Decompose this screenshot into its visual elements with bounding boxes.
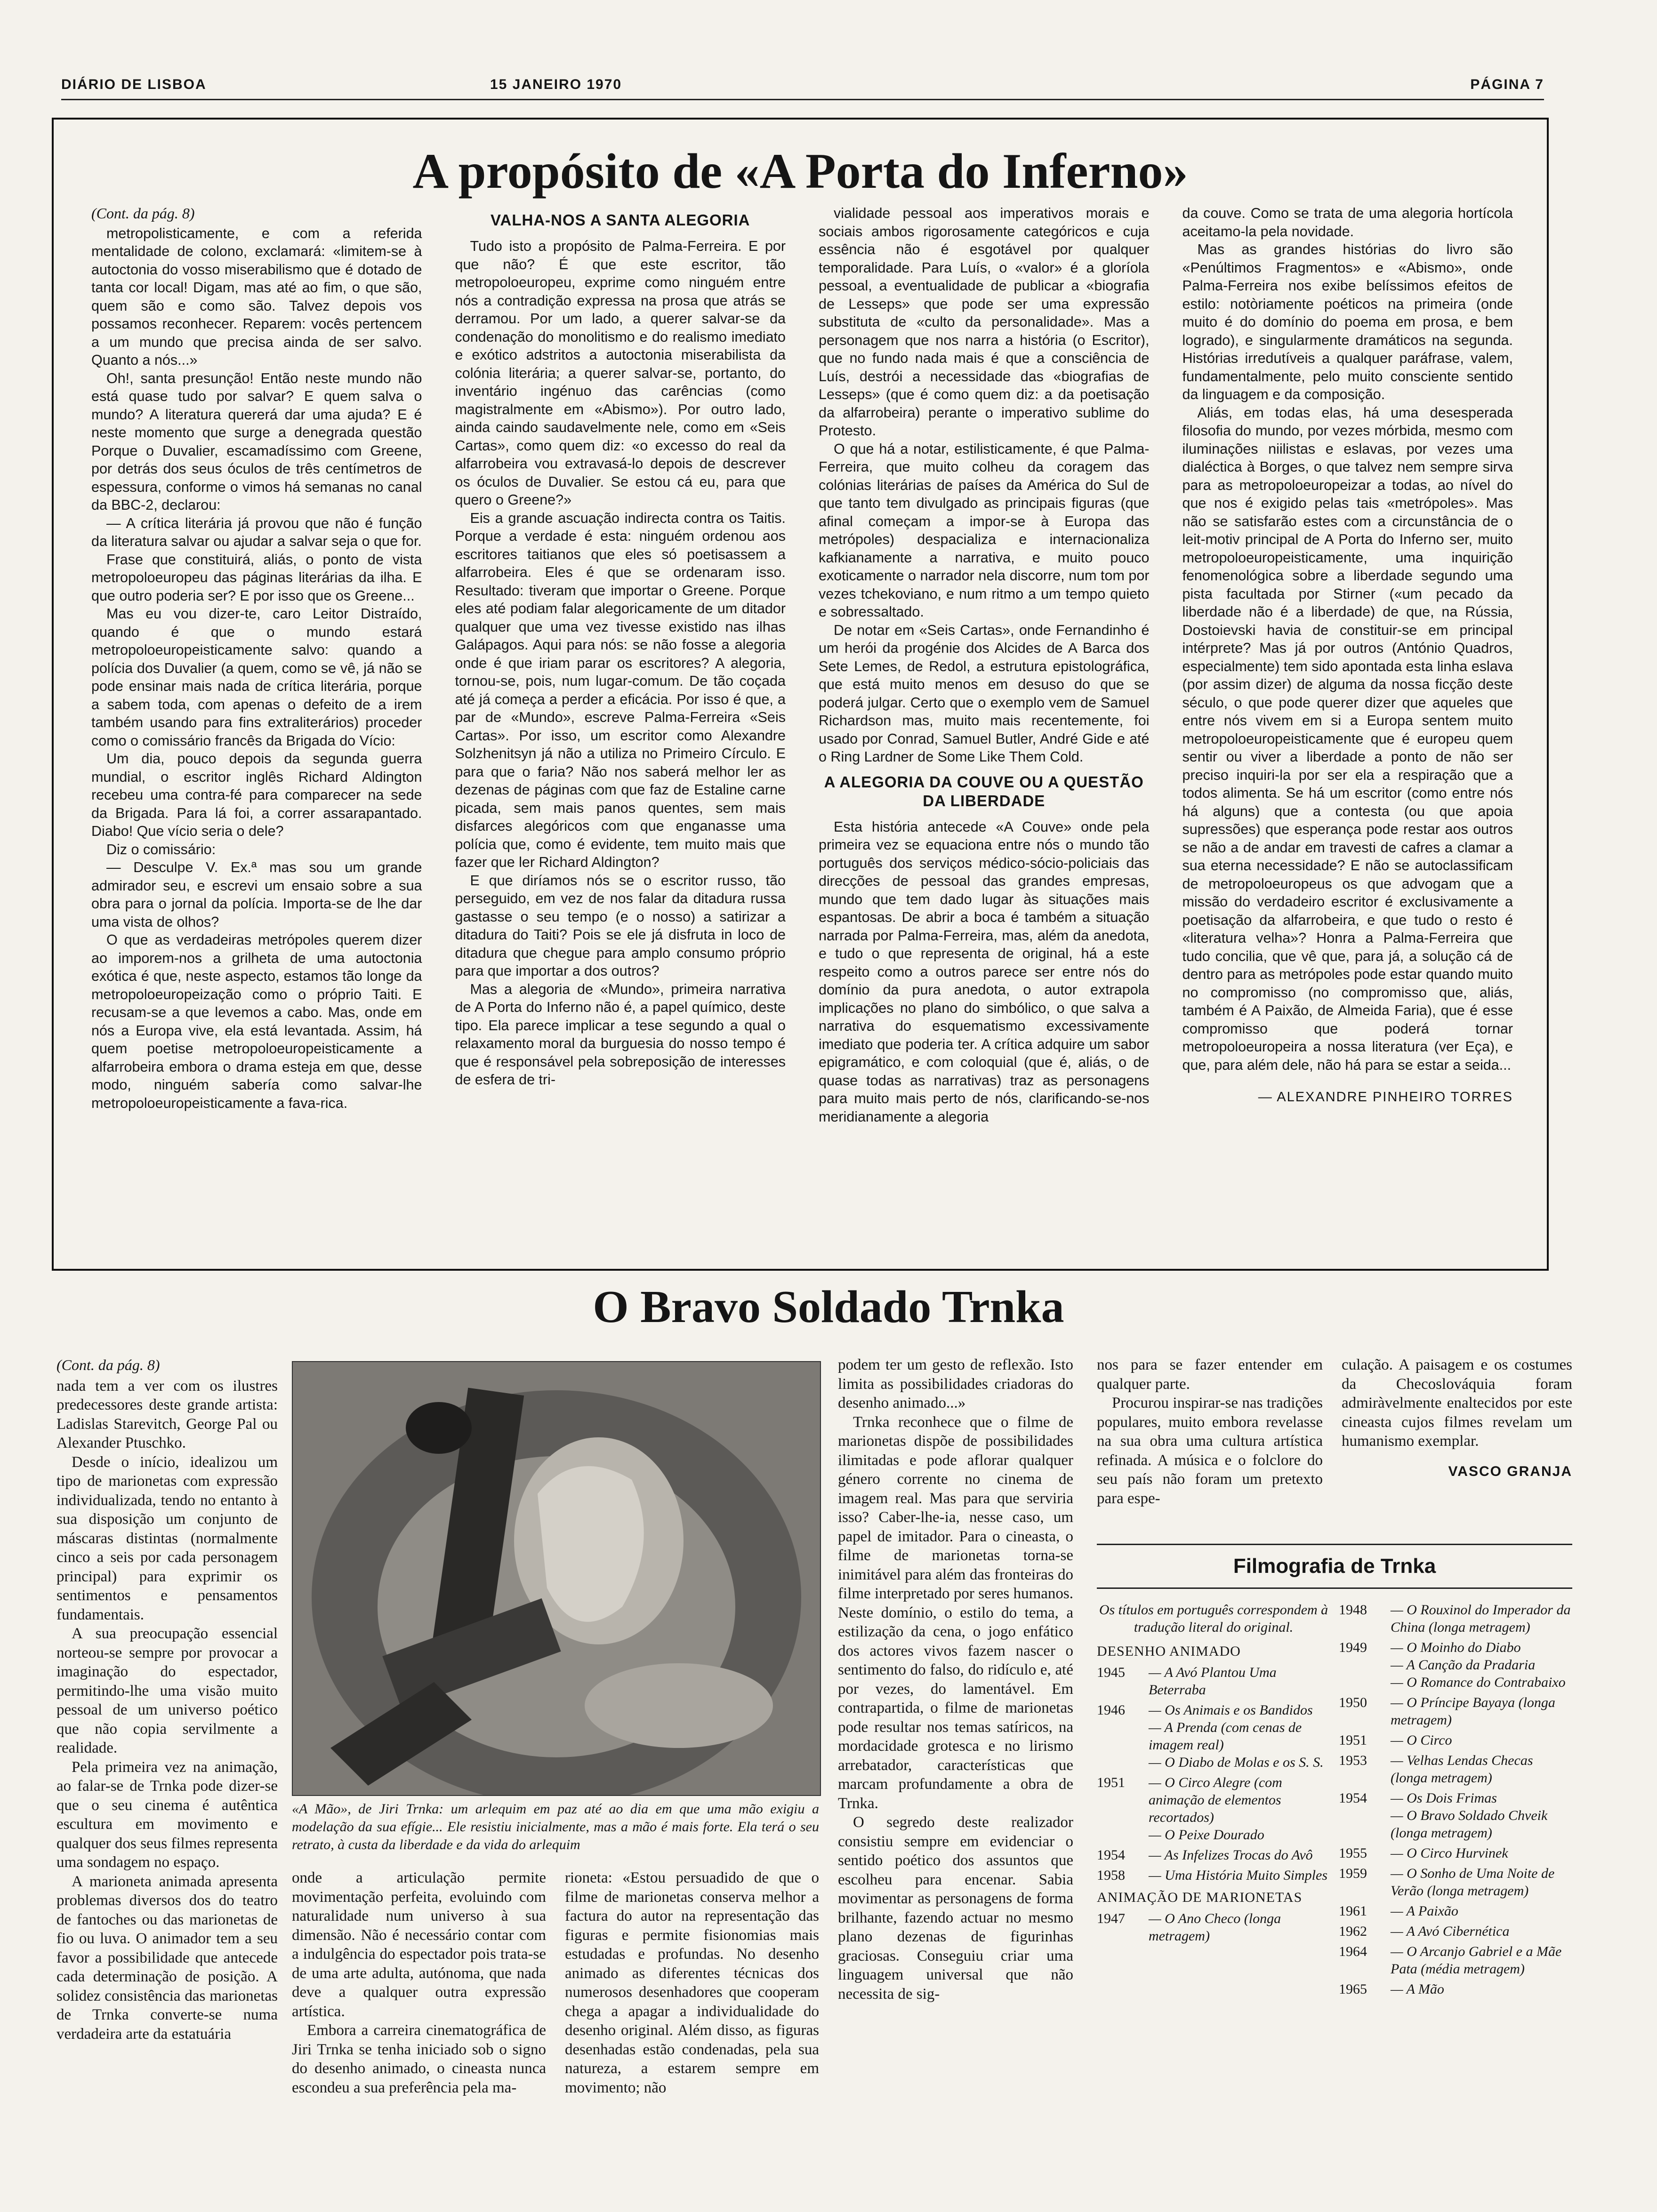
film-titles xyxy=(1149,1846,1330,1864)
paragraphs xyxy=(56,1377,278,2044)
film-year: 1959 xyxy=(1339,1866,1367,1881)
film-entry xyxy=(1339,1601,1572,1636)
film-year: 1954 xyxy=(1097,1847,1125,1863)
author-signature: VASCO GRANJA xyxy=(1448,1463,1572,1479)
film-titles xyxy=(1391,1943,1572,1978)
article-column-4 xyxy=(1182,204,1513,1254)
film-title: — O Moinho do Diabo xyxy=(1391,1640,1521,1655)
article-column-2 xyxy=(292,1868,546,2193)
film-titles xyxy=(1149,1910,1330,1945)
film-year: 1945 xyxy=(1097,1665,1125,1680)
film-titles xyxy=(1149,1774,1330,1843)
film-entry xyxy=(1339,1731,1572,1749)
paragraph: onde a articulação permite movimentação perfeita, evoluindo com naturalidade num universo à sua dimensão. Não é necessário contar com a indulgência do espectador pois trata-se de uma arte adulta, autónoma, que nada deve a qualquer outra expressão artística. xyxy=(292,1869,546,2020)
paragraph: O que as verdadeiras metrópoles querem dizer ao imporem-nos a grilheta de uma autoctonia exótica é que, neste aspecto, estamos tão longe da metropoloeuropeização como o próprio Taiti. E recusam-se a que levemos a cabo. Mas, onde em nós a Europa vive, ela está levantada. Assim, há quem poetise metropoloeuropeisticamente a alfarrobeira embora o drama esteja em que, desse modo, ninguém sabería como salvar-lhe metropoloeuropeisticamente a fava-rica. xyxy=(91,932,422,1111)
film-titles xyxy=(1391,1902,1572,1920)
film-year: 1947 xyxy=(1097,1911,1125,1926)
issue-date: 15 JANEIRO 1970 xyxy=(490,77,622,92)
film-entry xyxy=(1339,1865,1572,1899)
film-entry xyxy=(1097,1664,1330,1699)
article-porta-do-inferno xyxy=(52,118,1549,1271)
film-entry xyxy=(1339,1980,1572,1998)
paragraph: O segredo deste realizador consistiu sempre em evidenciar o sentido poético dos assuntos que escolheu para encenar. Sabia movimentar as personagens de forma brilhante, fazendo actuar no mesmo plano dezenas de figurinhas graciosas. Conseguiu criar uma linguagem universal que não necessita de sig- xyxy=(838,1814,1073,2003)
article-column-5 xyxy=(1097,1355,1323,1534)
photo-illustration xyxy=(293,1362,820,1795)
paragraph: Mas a alegoria de «Mundo», primeira narrativa de A Porta do Inferno não é, a papel químico, deste tipo. Ela parece implicar a tese segundo a qual o relaxamento moral da burguesia do nosso tempo é que é responsável pela sobreposição de interesses de esfera de tri- xyxy=(455,981,786,1088)
paragraph: culação. A paisagem e os costumes da Checoslováquia foram admiràvelmente enaltecidos por este cineasta cujos filmes revelam um humanismo exemplar. xyxy=(1342,1356,1572,1450)
paragraph: O que há a notar, estilisticamente, é que Palma-Ferreira, que muito colheu da coragem das colónias literárias de países da América do Sul de que tanto tem divulgado as principais figuras (que afinal começam a impor-se à Europa das metrópoles) despacializa e internacionaliza kafkianamente a narrativa, e muito pouco exoticamente o narrador nela discorre, num tom por vezes tchekoviano, e num ritmo a um tempo quieto e sobressaltado. xyxy=(819,441,1150,620)
paragraph: Desde o início, idealizou um tipo de marionetas com expressão individualizada, tendo no entanto à sua disposição um conjunto de máscaras distintas (normalmente cinco a seis por cada personagem principal) para exprimir os sentimentos e pensamentos fundamentais. xyxy=(56,1453,278,1623)
paragraphs xyxy=(1182,204,1513,1074)
film-titles xyxy=(1391,1601,1572,1636)
film-entry xyxy=(1097,1701,1330,1771)
film-year: 1958 xyxy=(1097,1867,1125,1883)
article-column-2 xyxy=(455,204,786,1254)
paragraph: Diz o comissário: xyxy=(106,841,216,858)
film-title: — Os Animais e os Bandidos xyxy=(1149,1702,1313,1718)
film-title: — O Arcanjo Gabriel e a Mãe Pata (média metragem) xyxy=(1391,1944,1562,1977)
film-entry xyxy=(1339,1789,1572,1842)
paragraph: metropolisticamente, e com a referida mentalidade de colono, exclamará: «limitem-se à autoctonia do vosso miserabilismo que é dotado de tanta cor local! Digam, mas até ao fim, o que são, quem são e como são. Talvez depois vos possamos reconhecer. Reparem: vocês pertencem a um mundo que precisa ainda de ser salvo. Quanto a nós...» xyxy=(91,225,422,368)
film-title: — O Circo xyxy=(1391,1732,1452,1748)
filmography-note: Os títulos em português correspondem à tradução literal do original. xyxy=(1099,1602,1328,1635)
paragraph: nos para se fazer entender em qualquer parte. xyxy=(1097,1356,1323,1393)
paragraph: Mas eu vou dizer-te, caro Leitor Distraído, quando é que o mundo estará metropoloeuropeisticamente salvo: quando a polícia dos Duvalier (a quem, como se vê, já não se pode ensinar mais nada de crítica literária, porque a sabem toda, com apenas o defeito de a irem também usando para fins extraliterários) proceder como o comissário francês da Brigada do Vício: xyxy=(91,606,422,749)
paragraph: A marioneta animada apresenta problemas diversos dos do teatro de fantoches ou das marionetas de fio ou luva. O animador tem a seu favor a possibilidade que antecede cada determinação de posição. A solidez consistência das marionetas de Trnka converte-se numa verdadeira arte da estatuária xyxy=(56,1873,278,2043)
article-column-1 xyxy=(91,204,422,1254)
article-title: A propósito de «A Porta do Inferno» xyxy=(412,144,1188,199)
paragraph: Aliás, em todas elas, há uma desesperada filosofia do mundo, por vezes mórbida, mesmo com iluminações niilistas e eslavas, por vezes uma dialéctica à Borges, o que talvez nem sempre sirva para as metropoloeuropeizar a todas, ao nível do que nos é exigido pelas tais «metrópoles». Mas não se satisfarão estes com a circunstância de o leit-motiv principal de A Porta do Inferno ser, muito metropoloeuropeisticamente, uma inquirição fenomenológica sobre a liberdade segundo uma pista facultada por Stirner («um pecado da liberdade não é a liberdade) de que, na Rússia, Dostoievski havia de constituir-se em principal intérprete? Mas já por outros (António Quadros, especialmente) tem sido apontada esta linha eslava (por assim dizer) de alguma da nossa ficção deste século, o que pode querer dizer que aqueles que entre nós vivem em si a Europa sentem muito metropoloeuropeisticamente que é europeu quem sentir ou viver a liberdade a ponto de não ser preciso inquiri-la por ser ela a respiração que a todos alimenta. Se há um escritor (como entre nós há alguns) que a contesta (ou que apoia supressões) que esperança pode restar aos outros se não a de andar em travesti de cafres a clamar a sua eterna necessidade? E não se autoclassificam de metropoloeuropeus os que advogam que a missão do verdadeiro escritor é exclusivamente a poetisação da alfarrobeira, e que tudo o resto é «literatura velha»? Honra a Palma-Ferreira que tudo concilia, que vê que, para já, a solução cá de dentro para as metrópoles pode estar quando muito no compromisso (no compromisso que, aliás, também é A Paixão, de Almeida Faria), que é esse compromisso que poderá tornar metropoloeuropeira a nossa literatura (ver Eça), e que, para além dele, não há para se estar a seida... xyxy=(1182,404,1513,1073)
film-title: — A Avó Plantou Uma Beterraba xyxy=(1149,1665,1277,1698)
paragraph: — Desculpe V. Ex.ª mas sou um grande admirador seu, e escrevi um ensaio sobre a sua obra para o jornal da polícia. Importa-se de lhe dar uma vista de olhos? xyxy=(91,859,422,930)
film-titles xyxy=(1391,1789,1572,1842)
film-title: — O Circo Hurvinek xyxy=(1391,1845,1508,1861)
filmography-columns xyxy=(1097,1601,1572,2001)
paragraph: Eis a grande ascuação indirecta contra os Taitis. Porque a verdade é esta: ninguém ordenou aos escritores taitianos que eles só poetisassem a alfarrobeira. Eles é que se ordenaram isso. Resultado: tiveram que importar o Greene. Porque eles até podiam falar alegoricamente de um ditador qualquer que uma vez tivesse existido nas ilhas Galápagos. Aqui para nós: se não fosse a alegoria onde é que iriam parar os escritores? A alegoria, tornou-se, pois, num lugar-comum. De tão coçada até já começa a perder a eficácia. Por isso é que, a par de «Mundo», escreve Palma-Ferreira «Seis Cartas». Por isso, um escritor como Alexandre Solzhenitsyn já não a utiliza no Primeiro Círculo. E para que o faria? Não nos saberá melhor ler as dezenas de páginas com que faz de Estaline carne picada, sem mais panos quentes, sem mais disfarces alegóricos com que enganasse uma polícia que, como é evidente, tem muito mais que fazer que ler Richard Aldington? xyxy=(455,510,786,870)
film-titles xyxy=(1391,1731,1572,1749)
category-puppets: ANIMAÇÃO DE MARIONETAS xyxy=(1097,1890,1303,1905)
film-year: 1951 xyxy=(1339,1732,1367,1748)
paragraph: Frase que constituirá, aliás, o ponto de vista metropoloeuropeu das páginas literárias da ilha. E que outro poderia ser? E por isso que os Greene... xyxy=(91,551,422,604)
film-year: 1948 xyxy=(1339,1602,1367,1618)
film-list xyxy=(1097,1664,1330,1884)
paragraphs xyxy=(565,1868,819,2097)
film-title: — O Circo Alegre (com animação de elementos recortados) xyxy=(1149,1775,1282,1825)
film-entry xyxy=(1097,1774,1330,1843)
film-year: 1955 xyxy=(1339,1845,1367,1861)
continuation-note: (Cont. da pág. 8) xyxy=(56,1356,160,1373)
film-entry xyxy=(1339,1943,1572,1978)
film-title: — A Mão xyxy=(1391,1981,1444,1997)
subheading: A ALEGORIA DA COUVE OU A QUESTÃO DA LIBERDADE xyxy=(824,773,1144,809)
film-year: 1964 xyxy=(1339,1944,1367,1959)
film-titles xyxy=(1391,1923,1572,1940)
page-number: PÁGINA 7 xyxy=(1470,77,1544,92)
article-column-1 xyxy=(56,1355,278,2193)
film-year: 1954 xyxy=(1339,1790,1367,1806)
film-entry xyxy=(1339,1694,1572,1729)
film-entry xyxy=(1339,1844,1572,1862)
paragraph: Trnka reconhece que o filme de marionetas dispõe de possibilidades ilimitadas e pode aflorar qualquer género corrente no cinema de imagem real. Mas para que serviria isso? Caber-lhe-ia, nesse caso, um papel de imitador. Para o cineasta, o filme de marionetas torna-se inimitável para além das fronteiras do filme interpretado por seres humanos. Neste domínio, o estilo do tema, a estilização da cena, o jogo enfático dos actores vivos fazem nascer o sentimento do falso, do ridículo e, até por vezes, do lamentável. Em contrapartida, o filme de marionetas pode resultar nos temas satíricos, na mordacidade grotesca e no lirismo arrebatador, características que marcam profundamente a obra de Trnka. xyxy=(838,1413,1073,1812)
film-title: — Velhas Lendas Checas (longa metragem) xyxy=(1391,1753,1533,1786)
article-columns xyxy=(91,204,1513,1254)
paragraphs xyxy=(1097,1355,1323,1508)
film-title: — A Avó Cibernética xyxy=(1391,1923,1510,1939)
paragraph: da couve. Como se trata de uma alegoria hortícola aceitamo-la pela novidade. xyxy=(1182,205,1513,240)
film-year: 1946 xyxy=(1097,1702,1125,1718)
film-title: — O Diabo de Molas e os S. S. xyxy=(1149,1755,1324,1770)
film-title: — A Canção da Pradaria xyxy=(1391,1657,1536,1673)
film-year: 1965 xyxy=(1339,1981,1367,1997)
category-cartoon: DESENHO ANIMADO xyxy=(1097,1643,1241,1659)
film-title: — O Bravo Soldado Chveik (longa metragem) xyxy=(1391,1808,1548,1841)
paragraph: A sua preocupação essencial norteou-se sempre por provocar a imaginação do espectador, permitindo-lhe uma visão muito pessoal de um universo poético que não copia servilmente a realidade. xyxy=(56,1625,278,1756)
paragraph: — A crítica literária já provou que não é função da literatura salvar ou ajudar a salvar seja o que for. xyxy=(91,515,422,549)
filmography-box xyxy=(1097,1544,1572,2193)
paragraph: rioneta: «Estou persuadido de que o filme de marionetas conserva melhor a factura do autor na representação das figuras e permite fisionomias mais estudadas e profundas. No desenho animado as diferentes técnicas dos numerosos desenhadores que cooperam chega a apagar a individualidade do desenho original. Além disso, as figuras desenhadas estão condenadas, pela sua natureza, a estarem sempre em movimento; não xyxy=(565,1869,819,2096)
newspaper-name: DIÁRIO DE LISBOA xyxy=(61,77,207,92)
film-entry xyxy=(1339,1752,1572,1787)
article-column-3 xyxy=(819,204,1150,1254)
paragraphs xyxy=(819,818,1150,1126)
paragraphs xyxy=(91,224,422,1113)
film-entry xyxy=(1339,1923,1572,1940)
article-bravo-soldado-trnka xyxy=(56,1355,1572,2193)
paragraphs xyxy=(292,1868,546,2097)
film-titles xyxy=(1391,1639,1572,1691)
film-titles xyxy=(1391,1844,1572,1862)
film-title: — O Rouxinol do Imperador da China (longa metragem) xyxy=(1391,1602,1571,1635)
article-column-3 xyxy=(565,1868,819,2193)
paragraphs xyxy=(455,237,786,1089)
film-year: 1961 xyxy=(1339,1903,1367,1919)
paragraph: E que diríamos nós se o escritor russo, tão perseguido, em vez de nos falar da ditadura russa gastasse o seu tempo (e o nosso) a satirizar a ditadura do Taiti? Pois se ele já disfruta in loco de ditadura que chegue para amplo consumo próprio para que importar a dos outros? xyxy=(455,872,786,979)
film-entry xyxy=(1097,1910,1330,1945)
photo-a-mao xyxy=(292,1361,821,1796)
continuation-note: (Cont. da pág. 8) xyxy=(91,205,195,222)
film-title: — O Peixe Dourado xyxy=(1149,1827,1264,1843)
film-titles xyxy=(1391,1865,1572,1899)
film-titles xyxy=(1149,1664,1330,1699)
paragraph: De notar em «Seis Cartas», onde Fernandinho é um herói da progénie dos Alcides de A Barca dos Sete Lemes, de Redol, a estrutura epistolográfica, que está muito menos em desuso do que se poderá julgar. Certo que o exemplo vem de Samuel Richardson mas, muito mais recentemente, foi usado por Conrad, Samuel Butler, André Gide e até o Ring Lardner de Some Like Them Cold. xyxy=(819,622,1150,765)
paragraph: Procurou inspirar-se nas tradições populares, muito embora revelasse na sua obra uma cultura artística refinada. A música e o folclore do seu país não foram um pretexto para espe- xyxy=(1097,1395,1323,1507)
film-year: 1951 xyxy=(1097,1775,1125,1790)
paragraph: Um dia, pouco depois da segunda guerra mundial, o escritor inglês Richard Aldington recebeu uma contra-fé para comparecer na sede da Brigada. Para lá foi, a correr assarapantado. Diabo! Que vício seria o dele? xyxy=(91,751,422,839)
paragraph: vialidade pessoal aos imperativos morais e sociais ambos rigorosamente categóricos e cuja essência não é esgotável por qualquer temporalidade. Para Luís, o «valor» é a gloríola pessoal, a eventualidade de publicar a «biografia de Lesseps» que pode ser uma expressão substituta de «culto da personalidade». Mas a personagem que nos narra a história (o Escritor), que no fundo nada mais é que a consciência de Luís, destrói a necessidade das «biografias de Lesseps» (que é como quem diz: a da poetisação da alfarrobeira) perante o imperativo sublime do Protesto. xyxy=(819,205,1150,439)
article-column-6 xyxy=(1342,1355,1572,1534)
film-year: 1962 xyxy=(1339,1923,1367,1939)
film-title: — O Príncipe Bayaya (longa metragem) xyxy=(1391,1695,1555,1728)
film-title: — O Sonho de Uma Noite de Verão (longa metragem) xyxy=(1391,1866,1555,1899)
film-entry xyxy=(1097,1846,1330,1864)
film-titles xyxy=(1149,1867,1330,1884)
filmography-right-column xyxy=(1339,1601,1572,2001)
paragraph: nada tem a ver com os ilustres predecessores deste grande artista: Ladislas Starevitch, George Pal ou Alexander Ptuschko. xyxy=(56,1377,278,1451)
film-title: — A Prenda (com cenas de imagem real) xyxy=(1149,1720,1302,1753)
film-year: 1953 xyxy=(1339,1753,1367,1768)
filmography-title: Filmografia de Trnka xyxy=(1097,1544,1572,1589)
filmography-left-column xyxy=(1097,1601,1330,2001)
film-titles xyxy=(1149,1701,1330,1771)
paragraph: Pela primeira vez na animação, ao falar-se de Trnka pode dizer-se que o seu cinema é autêntica escultura em movimento e qualquer dos seus filmes representa uma sondagem no espaço. xyxy=(56,1758,278,1871)
paragraphs xyxy=(819,204,1150,766)
film-entry xyxy=(1339,1639,1572,1691)
film-title: — Os Dois Frimas xyxy=(1391,1790,1497,1806)
film-titles xyxy=(1391,1980,1572,1998)
film-year: 1949 xyxy=(1339,1640,1367,1655)
film-title: — A Paixão xyxy=(1391,1903,1458,1919)
film-entry xyxy=(1097,1867,1330,1884)
paragraphs xyxy=(838,1355,1073,2004)
film-entry xyxy=(1339,1902,1572,1920)
film-title: — Uma História Muito Simples xyxy=(1149,1867,1328,1883)
paragraph: Embora a carreira cinematográfica de Jiri Trnka se tenha iniciado sob o signo do desenho animado, o cineasta nunca escondeu a sua preferência pela ma- xyxy=(292,2022,546,2096)
film-title: — O Romance do Contrabaixo xyxy=(1391,1675,1566,1690)
film-titles xyxy=(1391,1752,1572,1787)
paragraphs xyxy=(1342,1355,1572,1451)
paragraph: Tudo isto a propósito de Palma-Ferreira. E por que não? É que este escritor, tão metropoloeuropeu, exprime como ninguém entre nós a contradição expressa na prosa que atrás se derramou. Por um lado, a querer salvar-se da condenação do monolitismo e do realismo imediato e exótico adstritos a autoctonia miserabilista da colónia literária; a querer salvar-se, portanto, do inventário ingénuo das carências (como magistralmente em «Abismo»). Por outro lado, ainda caindo saudavelmente nele, como em «Seis Cartas», como quem diz: «o excesso do real da alfarrobeira vou extravasá-lo depois de descrever os óculos de Duvalier. Se estou cá eu, para que quero o Greene?» xyxy=(455,238,786,508)
photo-caption: «A Mão», de Jiri Trnka: um arlequim em paz até ao dia em que uma mão exigiu a modelação da sua efígie... Ele resistiu inicialmente, mas a mão é mais forte. Ela terá o seu retrato, à custa da liberdade e da vida do arlequim xyxy=(292,1801,819,1852)
article-column-4 xyxy=(838,1355,1073,2193)
film-titles xyxy=(1391,1694,1572,1729)
article-title-trnka: O Bravo Soldado Trnka xyxy=(593,1282,1064,1332)
film-year: 1950 xyxy=(1339,1695,1367,1710)
film-title: — As Infelizes Trocas do Avô xyxy=(1149,1847,1313,1863)
paragraph: podem ter um gesto de reflexão. Isto limita as possibilidades criadoras do desenho animado...» xyxy=(838,1356,1073,1411)
film-list xyxy=(1097,1910,1330,1945)
film-list xyxy=(1339,1601,1572,1998)
page-header xyxy=(61,71,1544,100)
paragraph: Esta história antecede «A Couve» onde pela primeira vez se equaciona entre nós o mundo tão português dos serviços médico-sócio-policiais das direcções de pessoal das grandes empresas, mundo que tem dado lugar às situações mais espantosas. De abrir a boca é também a situação narrada por Palma-Ferreira, mas, além da anedota, e tudo o que representa de original, há a este respeito como a outros parece ser entre nós do domínio da pura anedota, o autor extrapola implicações no plano do simbólico, o que salva a narrativa do esquematismo excessivamente imediato que poderia ter. A crítica adquire um sabor epigramático, e com coloquial (que é, aliás, o de quase todas as narrativas) traz as personagens para muito mais perto de nós, clarificando-se-nos meridianamente a alegoria xyxy=(819,818,1150,1125)
film-title: — O Ano Checo (longa metragem) xyxy=(1149,1911,1281,1944)
paragraph: Mas as grandes histórias do livro são «Penúltimos Fragmentos» e «Abismo», onde Palma-Ferreira nos exibe belíssimos efeitos de estilo: notòriamente poéticos na primeira (onde muito é do domínio do poema em prosa, e bem logrado), e singularmente dramáticos na segunda. Histórias irredutíveis a qualquer paráfrase, valem, fundamentalmente, pelo muito consciente sentido da linguagem e da composição. xyxy=(1182,241,1513,402)
paragraph: Oh!, santa presunção! Então neste mundo não está quase tudo por salvar? E quem salva o mundo? A literatura quererá dar uma ajuda? E é neste momento que surge a denegrada questão Porque o Duvalier, escamadíssimo com Greene, por detrás dos seus óculos de três centímetros de espessura, conforme o vimos há semanas no canal da BBC-2, declarou: xyxy=(91,370,422,513)
author-signature: — ALEXANDRE PINHEIRO TORRES xyxy=(1258,1090,1513,1105)
subheading: VALHA-NOS A SANTA ALEGORIA xyxy=(490,211,750,229)
